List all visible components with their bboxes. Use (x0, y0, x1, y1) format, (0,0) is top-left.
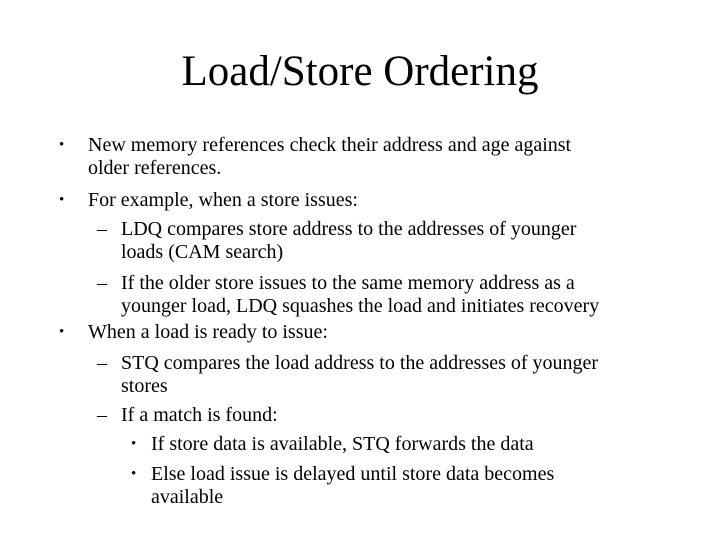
bullet-text (121, 404, 681, 427)
bullet-text (88, 134, 668, 180)
bullet-marker: – (97, 404, 107, 426)
bullet-line: available (151, 486, 224, 508)
bullet-text (121, 272, 681, 318)
bullet-marker: • (59, 137, 65, 153)
bullet-line: Else load issue is delayed until store data becomes (151, 463, 555, 485)
bullet-line: New memory references check their address and age against (88, 134, 572, 156)
bullet-line: loads (CAM search) (121, 241, 284, 263)
bullet-line: If store data is available, STQ forwards the data (151, 433, 534, 455)
bullet-line: For example, when a store issues: (88, 189, 358, 211)
bullet-line: LDQ compares store address to the addresses of younger (121, 218, 577, 240)
bullet-marker: – (97, 272, 107, 294)
bullet-text (88, 189, 668, 212)
bullet-marker: – (97, 218, 107, 240)
bullet-text (151, 433, 671, 456)
bullet-line: older references. (88, 157, 222, 179)
bullet-marker: – (97, 352, 107, 374)
bullet-line: If the older store issues to the same memory address as a (121, 272, 575, 294)
bullet-line: stores (121, 375, 168, 397)
bullet-marker: • (59, 192, 65, 208)
bullet-line: STQ compares the load address to the addresses of younger (121, 352, 599, 374)
bullet-line: When a load is ready to issue: (88, 321, 328, 343)
bullet-line: If a match is found: (121, 404, 278, 426)
bullet-text (151, 463, 671, 509)
bullet-text (121, 352, 681, 398)
bullet-text (121, 218, 681, 264)
bullet-marker: • (131, 466, 137, 482)
slide-title: Load/Store Ordering (181, 48, 539, 95)
bullet-text (88, 321, 668, 344)
bullet-line: younger load, LDQ squashes the load and initiates recovery (121, 295, 600, 317)
bullet-marker: • (59, 324, 65, 340)
bullet-marker: • (131, 436, 137, 452)
